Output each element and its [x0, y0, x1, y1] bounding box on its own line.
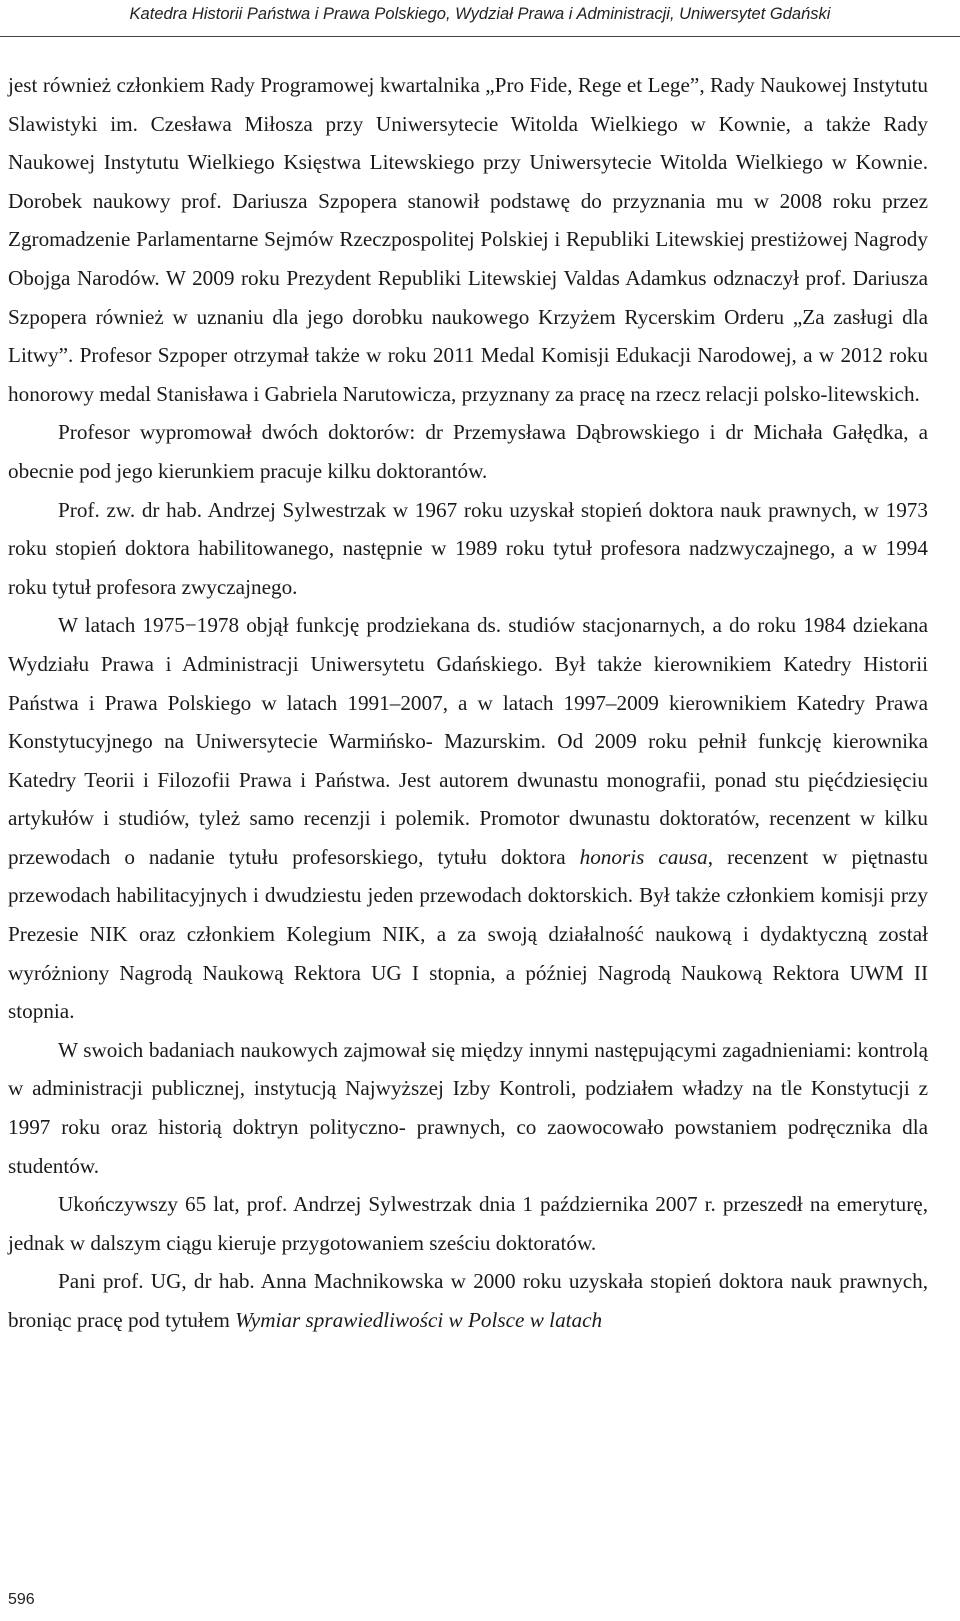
paragraph-7-italic: Wymiar sprawiedliwości w Polsce w latach	[235, 1308, 603, 1332]
paragraph-4-text-a: W latach 1975−1978 objął funkcję prodziekana ds. studiów stacjonarnych, a do roku 1984 dziekana Wydziału Prawa i Administracji Uniwersytetu Gdańskiego. Był także kierownikiem Katedry Historii Państwa i Prawa Polskiego w latach 1991–2007, a w latach 1997–2009 kierownikiem Katedry Prawa Konstytucyjnego na Uniwersytecie Warmińsko- Mazurskim. Od 2009 roku pełnił funkcję kierownika Katedry Teorii i Filozofii Prawa i Państwa. Jest autorem dwunastu monografii, ponad stu pięćdziesięciu artykułów i studiów, tyleż samo recenzji i polemik. Promotor dwunastu doktoratów, recenzent w kilku przewodach o nadanie tytułu profesorskiego, tytułu doktora	[8, 613, 928, 869]
paragraph-4-italic: honoris causa	[579, 844, 708, 869]
paragraph-3: Prof. zw. dr hab. Andrzej Sylwestrzak w 1967 roku uzyskał stopień doktora nauk prawnych, w 1973 roku stopień doktora habilitowanego, następnie w 1989 roku tytuł profesora nadzwyczajnego, a w 1994 roku tytuł profesora zwyczajnego.	[8, 497, 928, 599]
paragraph-4	[8, 606, 928, 1031]
paragraph-7	[8, 1262, 928, 1339]
paragraph-4-text-b: , recenzent w piętnastu przewodach habilitacyjnych i dwudziestu jeden przewodach doktorskich. Był także członkiem komisji przy Prezesie NIK oraz członkiem Kolegium NIK, a za swoją działalność naukową i dydaktyczną został wyróżniony Nagrodą Naukową Rektora UG I stopnia, a później Nagrodą Naukową Rektora UWM II stopnia.	[8, 844, 929, 1024]
body-text	[8, 66, 928, 1340]
paragraph-2: Profesor wypromował dwóch doktorów: dr Przemysława Dąbrowskiego i dr Michała Gałędka, a obecnie pod jego kierunkiem pracuje kilku doktorantów.	[8, 420, 928, 483]
running-header: Katedra Historii Państwa i Prawa Polskiego, Wydział Prawa i Administracji, Uniwersytet Gdański	[129, 5, 831, 23]
paragraph-5: W swoich badaniach naukowych zajmował się między innymi następującymi zagadnieniami: kontrolą w administracji publicznej, instytucją Najwyższej Izby Kontroli, podziałem władzy na tle Konstytucji z 1997 roku oraz historią doktryn polityczno- prawnych, co zaowocowało powstaniem podręcznika dla studentów.	[8, 1037, 928, 1178]
paragraph-1: jest również członkiem Rady Programowej kwartalnika „Pro Fide, Rege et Lege”, Rady Naukowej Instytutu Slawistyki im. Czesława Miłosza przy Uniwersytecie Witolda Wielkiego w Kownie, a także Rady Naukowej Instytutu Wielkiego Księstwa Litewskiego przy Uniwersytecie Witolda Wielkiego w Kownie. Dorobek naukowy prof. Dariusza Szpopera stanowił podstawę do przyznania mu w 2008 roku przez Zgromadzenie Parlamentarne Sejmów Rzeczpospolitej Polskiej i Republiki Litewskiej prestiżowej Nagrody Obojga Narodów. W 2009 roku Prezydent Republiki Litewskiej Valdas Adamkus odznaczył prof. Dariusza Szpopera również w uznaniu dla jego dorobku naukowego Krzyżem Rycerskim Orderu „Za zasługi dla Litwy”. Profesor Szpoper otrzymał także w roku 2011 Medal Komisji Edukacji Narodowej, a w 2012 roku honorowy medal Stanisława i Gabriela Narutowicza, przyznany za pracę na rzecz relacji polsko-litewskich.	[8, 73, 928, 406]
paragraph-6: Ukończywszy 65 lat, prof. Andrzej Sylwestrzak dnia 1 października 2007 r. przeszedł na emeryturę, jednak w dalszym ciągu kieruje przygotowaniem sześciu doktoratów.	[8, 1192, 928, 1255]
paragraph-7-text-a: Pani prof. UG, dr hab. Anna Machnikowska w 2000 roku uzyskała stopień doktora nauk prawnych, broniąc pracę pod tytułem	[8, 1269, 928, 1332]
header-divider	[0, 36, 960, 37]
page-number: 596	[8, 1591, 35, 1608]
